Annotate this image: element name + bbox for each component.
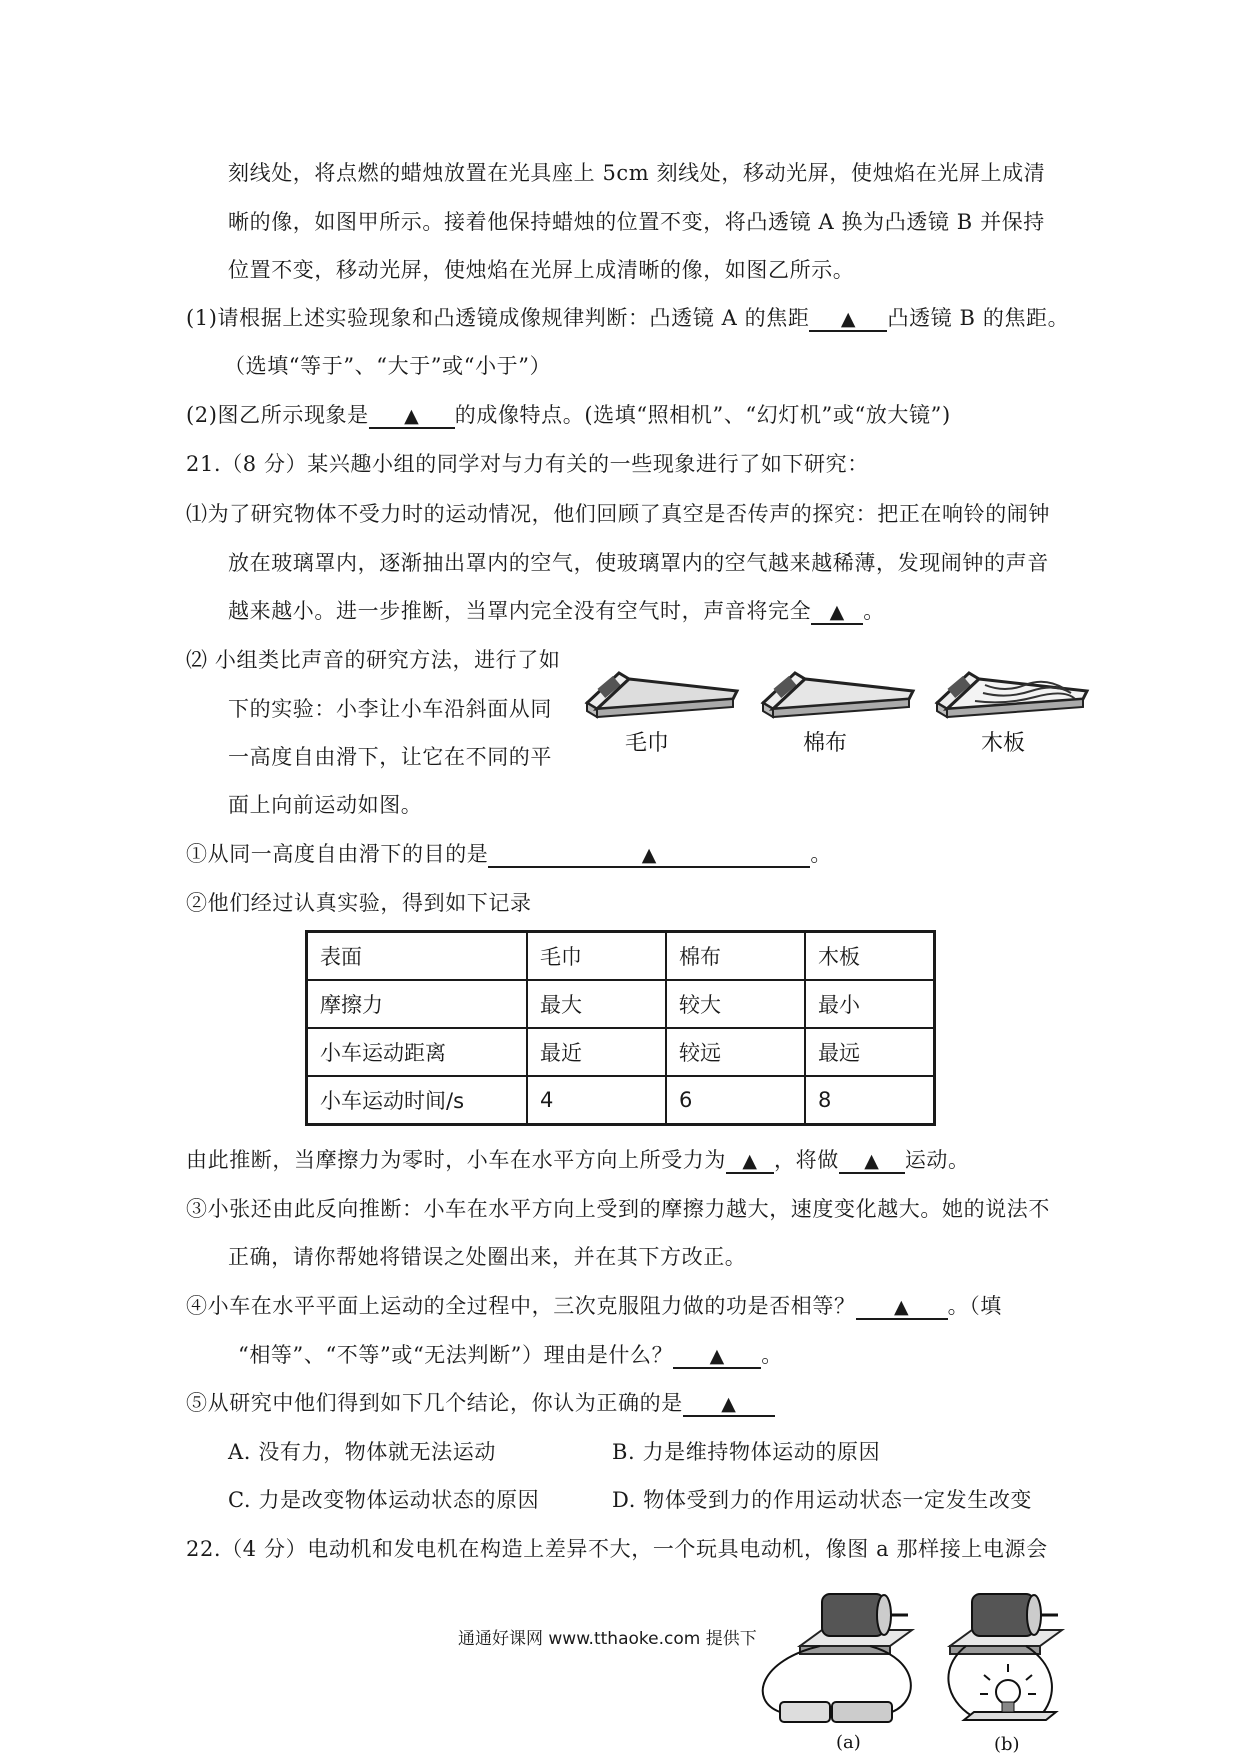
table-cell: 最远 xyxy=(805,1028,935,1076)
incline-surfaces-figure xyxy=(585,665,1085,765)
table-cell: 小车运动时间/s xyxy=(307,1076,528,1125)
table-row xyxy=(307,1028,935,1076)
answer-blank[interactable] xyxy=(856,1292,948,1320)
q20-part1-note: （选填“等于”、“大于”或“小于”） xyxy=(224,354,552,378)
figure-label-a: (a) xyxy=(836,1732,861,1753)
figure-label-towel: 毛巾 xyxy=(625,731,670,756)
answer-marker-icon: ▲ xyxy=(742,1150,758,1172)
q20-part2-text: (2)图乙所示现象是 xyxy=(186,403,369,427)
q21-inference-text: 由此推断，当摩擦力为零时，小车在水平方向上所受力为 xyxy=(186,1148,726,1172)
intro-line-1: 刻线处，将点燃的蜡烛放置在光具座上 5cm 刻线处，移动光屏，使烛焰在光屏上成清 xyxy=(228,161,1046,185)
option-d: D. 物体受到力的作用运动状态一定发生改变 xyxy=(612,1488,1033,1512)
table-cell: 摩擦力 xyxy=(307,980,528,1028)
q21-heading: 21.（8 分）某兴趣小组的同学对与力有关的一些现象进行了如下研究： xyxy=(186,452,869,476)
table-cell: 较大 xyxy=(666,980,805,1028)
generator-with-bulb-icon xyxy=(948,1594,1062,1720)
table-row xyxy=(307,932,935,981)
q21-s4-line-1-text: ④小车在水平平面上运动的全过程中，三次克服阻力做的功是否相等？ xyxy=(186,1294,856,1318)
table-cell: 木板 xyxy=(805,932,935,981)
answer-blank[interactable] xyxy=(369,401,455,429)
table-cell: 8 xyxy=(805,1076,935,1125)
table-row xyxy=(307,1076,935,1125)
figure-label-b: (b) xyxy=(994,1734,1020,1754)
q21-p2-line-1: ⑵ 小组类比声音的研究方法，进行了如 xyxy=(186,648,561,672)
figure-label-wood: 木板 xyxy=(981,731,1026,756)
q20-part1 xyxy=(186,304,1069,332)
answer-marker-icon: ▲ xyxy=(641,844,658,866)
figure-label-cotton: 棉布 xyxy=(803,731,848,756)
q21-p2-line-4: 面上向前运动如图。 xyxy=(228,793,423,817)
motor-with-battery-icon xyxy=(763,1594,912,1722)
q20-part1-text-end: 凸透镜 B 的焦距。 xyxy=(887,306,1070,330)
table-row xyxy=(307,980,935,1028)
q21-s3-line-1: ③小张还由此反向推断：小车在水平方向上受到的摩擦力越大，速度变化越大。她的说法不 xyxy=(186,1197,1050,1221)
q21-s1 xyxy=(186,840,832,868)
page-footer: 通通好课网 www.tthaoke.com 提供下 xyxy=(458,1629,757,1649)
answer-marker-icon: ▲ xyxy=(404,405,420,427)
q21-p2-line-2: 下的实验：小李让小车沿斜面从同 xyxy=(228,697,552,721)
q21-s4-line-2-text: “相等”、“不等”或“无法判断”）理由是什么？ xyxy=(238,1343,674,1367)
q21-s5 xyxy=(186,1389,775,1417)
answer-blank[interactable] xyxy=(683,1389,775,1417)
q21-p2-line-3: 一高度自由滑下，让它在不同的平 xyxy=(228,745,552,769)
q21-s4-line-2-end: 。 xyxy=(761,1343,783,1367)
answer-blank[interactable] xyxy=(839,1146,905,1174)
answer-marker-icon: ▲ xyxy=(721,1393,737,1415)
answer-marker-icon: ▲ xyxy=(864,1150,880,1172)
q21-s4-line-1 xyxy=(186,1292,1002,1320)
q21-s4-line-2 xyxy=(238,1341,783,1369)
table-cell: 棉布 xyxy=(666,932,805,981)
incline-wood-icon xyxy=(937,673,1087,717)
q21-p1-line-1: ⑴为了研究物体不受力时的运动情况，他们回顾了真空是否传声的探究：把正在响铃的闹钟 xyxy=(186,502,1050,526)
q20-part1-text: (1)请根据上述实验现象和凸透镜成像规律判断：凸透镜 A 的焦距 xyxy=(186,306,810,330)
q21-s4-line-1-end: 。（填 xyxy=(947,1294,1002,1318)
q21-p1-line-2: 放在玻璃罩内，逐渐抽出罩内的空气，使玻璃罩内的空气越来越稀薄，发现闹钟的声音 xyxy=(228,551,1049,575)
q21-s1-text: ①从同一高度自由滑下的目的是 xyxy=(186,842,489,866)
incline-cotton-icon xyxy=(763,673,913,717)
q21-s5-text: ⑤从研究中他们得到如下几个结论，你认为正确的是 xyxy=(186,1391,683,1415)
answer-blank[interactable] xyxy=(809,304,887,332)
table-cell: 最小 xyxy=(805,980,935,1028)
intro-line-3: 位置不变，移动光屏，使烛焰在光屏上成清晰的像，如图乙所示。 xyxy=(228,258,855,282)
q20-part2 xyxy=(186,401,951,429)
table-cell: 最大 xyxy=(527,980,666,1028)
q21-inference-end: 运动。 xyxy=(904,1148,970,1172)
table-cell: 4 xyxy=(527,1076,666,1125)
q21-s3-line-2: 正确，请你帮她将错误之处圈出来，并在其下方改正。 xyxy=(228,1245,747,1269)
motor-generator-figure xyxy=(750,1580,1080,1754)
q21-inference-mid: ，将做 xyxy=(774,1148,839,1172)
intro-line-2: 晰的像，如图甲所示。接着他保持蜡烛的位置不变，将凸透镜 A 换为凸透镜 B 并保持 xyxy=(228,210,1045,234)
record-table xyxy=(305,930,936,1126)
q22-heading: 22.（4 分）电动机和发电机在构造上差异不大，一个玩具电动机，像图 a 那样接上电源会 xyxy=(186,1537,1048,1561)
incline-towel-icon xyxy=(587,673,737,717)
option-a: A. 没有力，物体就无法运动 xyxy=(228,1440,496,1464)
q21-p1-line-3 xyxy=(228,597,885,625)
q21-p1-line-3-end: 。 xyxy=(863,599,885,623)
answer-marker-icon: ▲ xyxy=(829,601,845,623)
answer-marker-icon: ▲ xyxy=(709,1345,725,1367)
table-cell: 最近 xyxy=(527,1028,666,1076)
table-cell: 小车运动距离 xyxy=(307,1028,528,1076)
answer-marker-icon: ▲ xyxy=(894,1296,910,1318)
table-cell: 毛巾 xyxy=(527,932,666,981)
option-c: C. 力是改变物体运动状态的原因 xyxy=(228,1488,540,1512)
q21-p1-line-3-text: 越来越小。进一步推断，当罩内完全没有空气时，声音将完全 xyxy=(228,599,812,623)
answer-blank[interactable] xyxy=(811,597,863,625)
q21-inference xyxy=(186,1146,970,1174)
q21-s1-end: 。 xyxy=(810,842,833,866)
answer-marker-icon: ▲ xyxy=(840,308,857,330)
q20-part2-text-end: 的成像特点。(选填“照相机”、“幻灯机”或“放大镜”) xyxy=(454,403,951,427)
table-cell: 表面 xyxy=(307,932,528,981)
q21-s2: ②他们经过认真实验，得到如下记录 xyxy=(186,891,532,915)
option-b: B. 力是维持物体运动的原因 xyxy=(612,1440,881,1464)
answer-blank[interactable] xyxy=(726,1146,774,1174)
answer-blank[interactable] xyxy=(488,840,810,868)
table-cell: 6 xyxy=(666,1076,805,1125)
answer-blank[interactable] xyxy=(673,1341,761,1369)
table-cell: 较远 xyxy=(666,1028,805,1076)
